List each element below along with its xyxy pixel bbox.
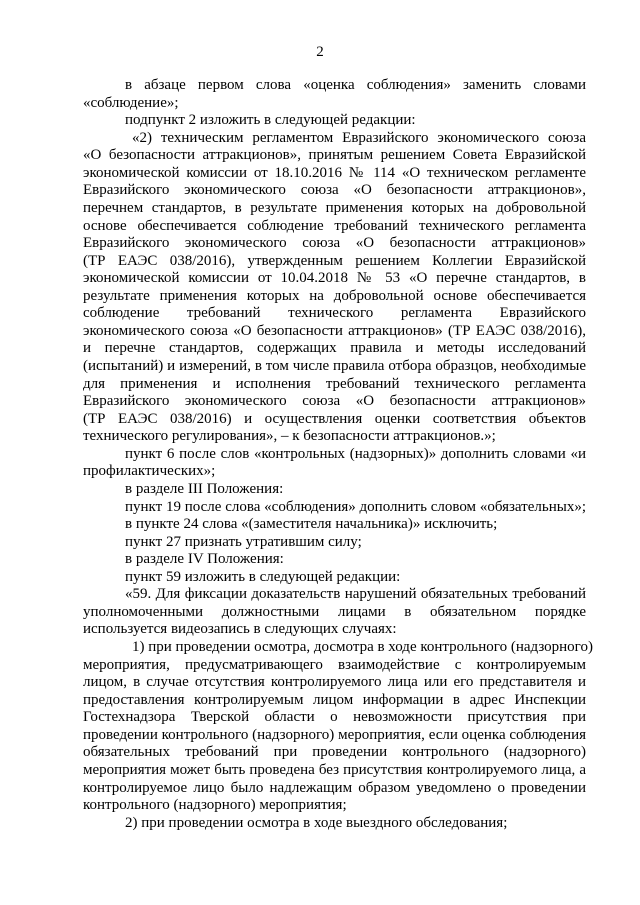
text-line: основе обеспечивается соблюдение требований технического регламента <box>83 217 586 234</box>
text-line: подпункт 2 изложить в следующей редакции: <box>125 112 416 129</box>
text-line: (ТР ЕАЭС 038/2016), утвержденным решением Коллегии Евразийской <box>83 252 586 269</box>
text-line: предоставления контролируемым лицом информации в адрес Инспекции <box>83 691 586 708</box>
text-line: результате применения которых на добровольной основе обеспечивается <box>83 287 586 304</box>
text-line: мероприятия, предусматривающего взаимодействие с контролируемым <box>83 656 586 673</box>
page-number: 2 <box>316 44 324 60</box>
document-body <box>83 77 593 832</box>
text-line: в пункте 24 слова «(заместителя начальника)» исключить; <box>125 516 498 533</box>
text-line: экономической комиссии от 10.04.2018 № 53 «О перечне стандартов, в <box>83 270 586 287</box>
text-line: (ТР ЕАЭС 038/2016) и осуществления оценки соответствия объектов <box>83 410 586 427</box>
text-line: пункт 19 после слова «соблюдения» дополнить словом «обязательных»; <box>125 498 586 515</box>
text-line: и перечне стандартов, содержащих правила и методы исследований <box>83 340 586 357</box>
text-line: «59. Для фиксации доказательств нарушений обязательных требований <box>125 586 586 603</box>
text-line: мероприятия может быть проведена без присутствия контролируемого лица, а <box>83 761 586 778</box>
text-line: Евразийского экономического союза «О безопасности аттракционов» <box>83 235 586 252</box>
text-line: пункт 27 признать утратившим силу; <box>125 533 362 550</box>
text-line: экономического союза «О безопасности аттракционов» (ТР ЕАЭС 038/2016), <box>83 322 586 339</box>
text-line: в разделе IV Положения: <box>125 551 284 568</box>
text-line: 2) при проведении осмотра в ходе выездного обследования; <box>125 814 508 831</box>
text-line: Гостехнадзора Тверской области о невозможности присутствия при <box>83 709 586 726</box>
text-line: для применения и исполнения требований технического регламента <box>83 375 586 392</box>
text-line: пункт 59 изложить в следующей редакции: <box>125 568 401 585</box>
text-line: «О безопасности аттракционов», принятым решением Совета Евразийской <box>83 147 586 164</box>
text-line: соблюдение требований технического регламента Евразийского <box>83 305 586 322</box>
text-line: обязательных требований при проведении контрольного (надзорного) <box>83 744 586 761</box>
text-line: лицом, в случае отсутствия контролируемого лица или его представителя и <box>83 674 586 691</box>
text-line: экономической комиссии от 18.10.2016 № 114 «О техническом регламенте <box>83 164 586 181</box>
text-line: в разделе III Положения: <box>125 480 284 497</box>
text-line: 1) при проведении осмотра, досмотра в ходе контрольного (надзорного) <box>132 639 593 655</box>
text-line: в абзаце первом слова «оценка соблюдения» заменить словами <box>125 77 586 93</box>
text-line: используется видеозапись в следующих случаях: <box>83 621 397 638</box>
text-line: пункт 6 после слов «контрольных (надзорных)» дополнить словами «и <box>125 445 586 462</box>
text-line: профилактических»; <box>83 463 216 480</box>
text-line: контрольного (надзорного) мероприятия; <box>83 797 347 814</box>
text-line: уполномоченными должностными лицами в обязательном порядке <box>83 603 586 620</box>
text-line: Евразийского экономического союза «О безопасности аттракционов» <box>83 393 586 410</box>
text-line: «2) техническим регламентом Евразийского экономического союза <box>132 129 586 146</box>
text-line: перечнем стандартов, в результате применения которых на добровольной <box>83 199 586 216</box>
text-line: Евразийского экономического союза «О безопасности аттракционов», <box>83 182 586 199</box>
text-line: контролируемое лицо было надлежащим образом уведомлено о проведении <box>83 779 586 796</box>
text-line: проведении контрольного (надзорного) мероприятия, если оценка соблюдения <box>83 726 586 743</box>
text-line: технического регулирования», – к безопасности аттракционов.»; <box>83 428 496 445</box>
text-line: «соблюдение»; <box>83 94 179 111</box>
text-line: (испытаний) и измерений, в том числе правила отбора образцов, необходимые <box>83 358 586 374</box>
